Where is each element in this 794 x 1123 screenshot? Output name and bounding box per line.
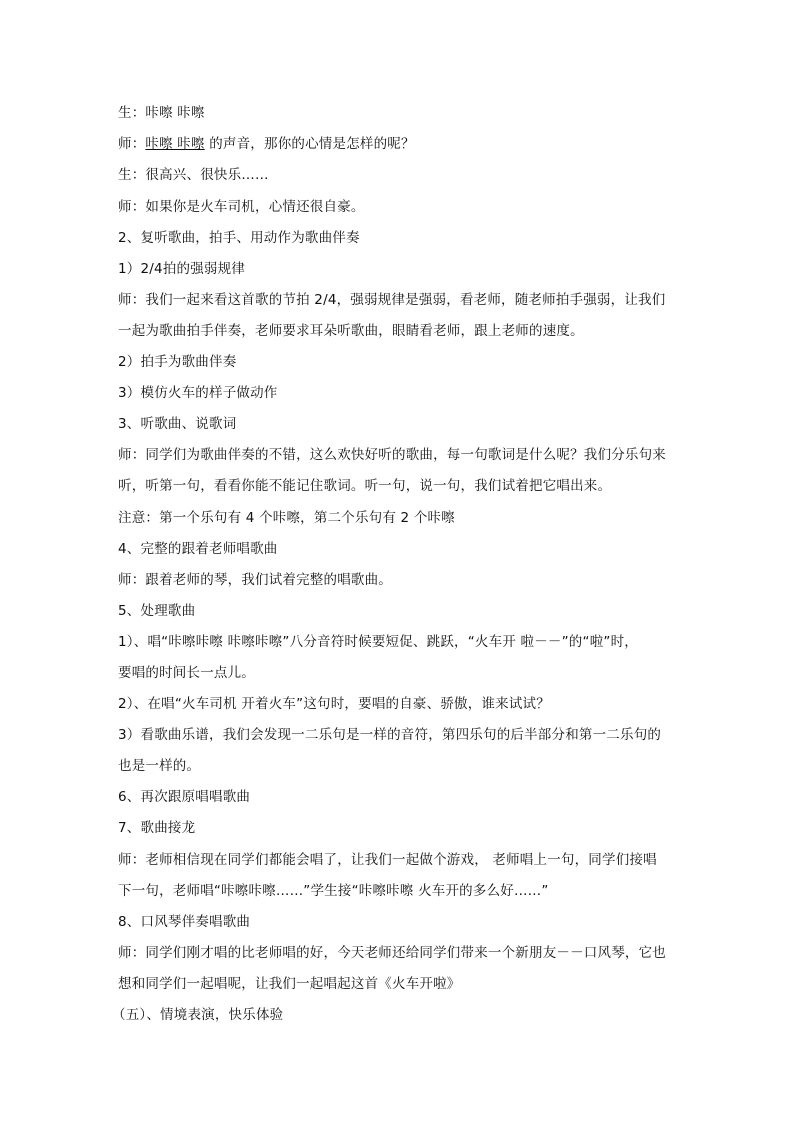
line-text: 的声音，那你的心情是怎样的呢？ xyxy=(204,136,415,152)
paragraph-line: 想和同学们一起唱呢，让我们一起唱起这首《火车开啦》 xyxy=(118,976,461,992)
paragraph-line: 2）、在唱“火车司机 开着火车”这句时，要唱的自豪、骄傲，谁来试试？ xyxy=(118,696,550,712)
paragraph-line: 生：很高兴、很快乐…… xyxy=(118,167,269,183)
paragraph-line: 听，听第一句，看看你能不能记住歌词。听一句，说一句，我们试着把它唱出来。 xyxy=(118,478,612,494)
paragraph-line: 师：我们一起来看这首歌的节拍 2/4，强弱规律是强弱，看老师，随老师拍手强弱，让我们 xyxy=(118,292,666,308)
paragraph-line: 1）2/4拍的强弱规律 xyxy=(118,261,246,277)
paragraph-line: 下一句，老师唱“咔嚓咔嚓……”学生接“咔嚓咔嚓 火车开的多么好……” xyxy=(118,883,549,899)
paragraph-line: 师：同学们刚才唱的比老师唱的好，今天老师还给同学们带来一个新朋友－－口风琴，它也 xyxy=(118,945,666,961)
section-heading: 8、口风琴伴奏唱歌曲 xyxy=(118,914,251,930)
paragraph-line: 师：跟着老师的琴，我们试着完整的唱歌曲。 xyxy=(118,572,392,588)
section-heading: 3、听歌曲、说歌词 xyxy=(118,416,237,432)
paragraph-line: 师：老师相信现在同学们都能会唱了，让我们一起做个游戏， 老师唱上一句，同学们接唱 xyxy=(118,852,657,868)
paragraph-line: 3）看歌曲乐谱，我们会发现一二乐句是一样的音符，第四乐句的后半部分和第一二乐句的 xyxy=(118,727,662,743)
section-heading: 6、再次跟原唱唱歌曲 xyxy=(118,789,251,805)
paragraph-line: 要唱的时间长一点儿。 xyxy=(118,665,255,681)
paragraph-line: 3）模仿火车的样子做动作 xyxy=(118,385,278,401)
paragraph-line: 也是一样的。 xyxy=(118,758,201,774)
paragraph-line: 生：咔嚓 咔嚓 xyxy=(118,105,205,121)
paragraph-line: 师：如果你是火车司机，心情还很自豪。 xyxy=(118,199,365,215)
underlined-text: 咔嚓 咔嚓 xyxy=(145,136,205,152)
paragraph-line: 师：同学们为歌曲伴奏的不错，这么欢快好听的歌曲，每一句歌词是什么呢？我们分乐句来 xyxy=(118,447,666,463)
section-heading: （五）、情境表演，快乐体验 xyxy=(112,1007,284,1023)
paragraph-line: 1）、唱“咔嚓咔嚓 咔嚓咔嚓”八分音符时候要短促、跳跃，“火车开 啦－－”的“啦”时， xyxy=(118,634,638,650)
section-heading: 4、完整的跟着老师唱歌曲 xyxy=(118,541,278,557)
paragraph-line: 2）拍手为歌曲伴奏 xyxy=(118,354,237,370)
paragraph-line: 一起为歌曲拍手伴奏，老师要求耳朵听歌曲，眼睛看老师，跟上老师的速度。 xyxy=(118,323,584,339)
paragraph-line xyxy=(118,135,718,153)
paragraph-line: 注意：第一个乐句有 4 个咔嚓，第二个乐句有 2 个咔嚓 xyxy=(118,510,455,526)
section-heading: 5、处理歌曲 xyxy=(118,603,196,619)
section-heading: 7、歌曲接龙 xyxy=(118,820,196,836)
speaker-label: 师： xyxy=(118,136,146,152)
section-heading: 2、复听歌曲，拍手、用动作为歌曲伴奏 xyxy=(118,230,360,246)
